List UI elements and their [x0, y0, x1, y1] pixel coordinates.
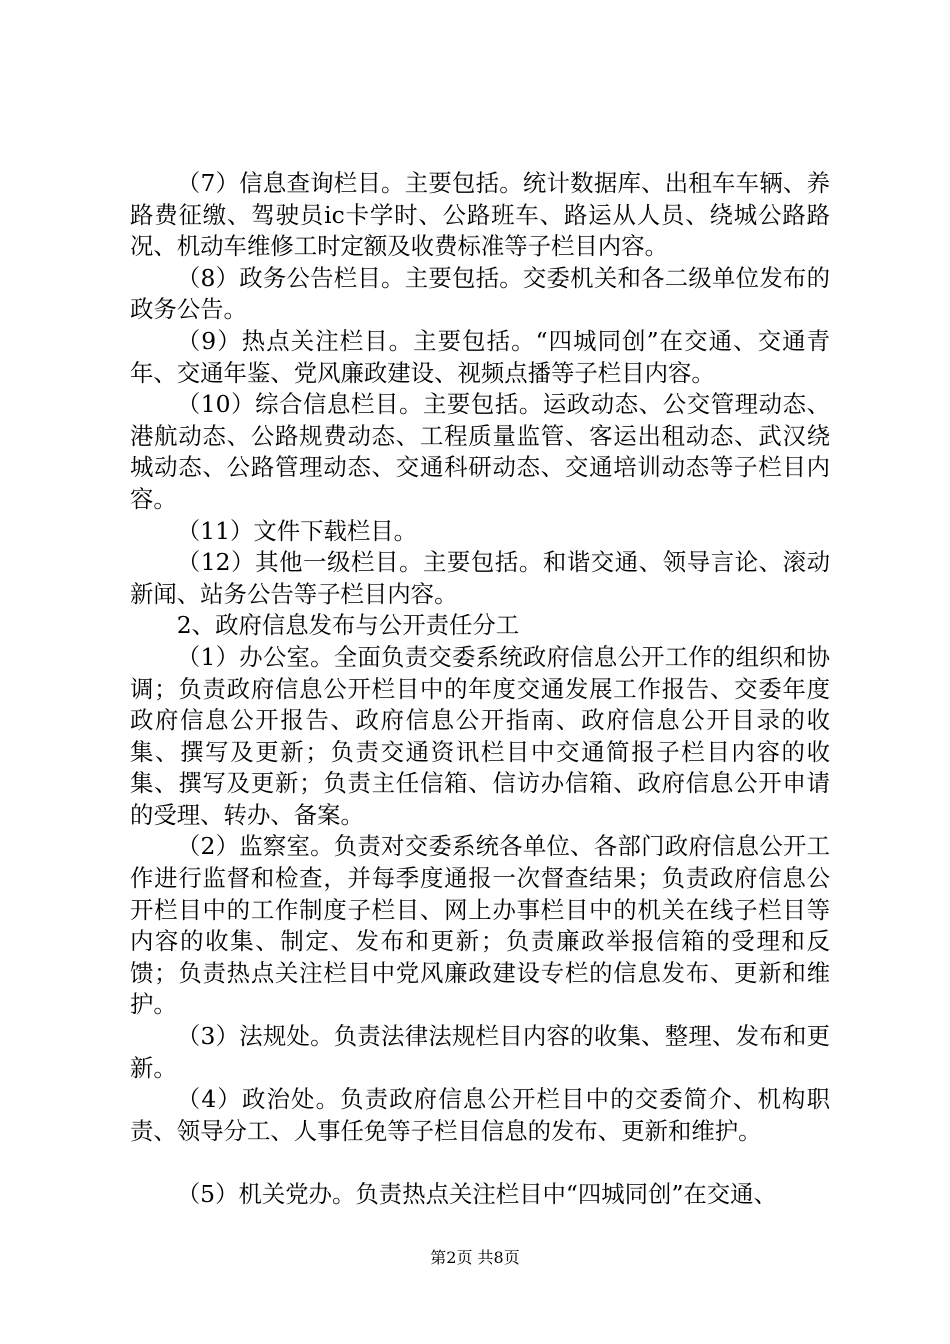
- paragraph-general-office: （1）办公室。全面负责交委系统政府信息公开工作的组织和协调；负责政府信息公开栏目中的年度交通发展工作报告、交委年度政府信息公开报告、政府信息公开指南、政府信息公开目录的收集、撰写及更新；负责交通资讯栏目中交通简报子栏目内容的收集、撰写及更新；负责主任信箱、信访办信箱、政府信息公开申请的受理、转办、备案。: [130, 642, 830, 829]
- page-number-footer: 第2页 共8页: [430, 1248, 520, 1267]
- paragraph-other-columns: （12）其他一级栏目。主要包括。和谐交通、领导言论、滚动新闻、站务公告等子栏目内容。: [130, 548, 830, 608]
- paragraph-political-affairs: （4）政治处。负责政府信息公开栏目中的交委简介、机构职责、领导分工、人事任免等子栏目信息的发布、更新和维护。: [130, 1085, 830, 1145]
- paragraph-info-query-column: （7）信息查询栏目。主要包括。统计数据库、出租车车辆、养路费征缴、驾驶员ic卡学时、公路班车、路运从人员、绕城公路路况、机动车维修工时定额及收费标准等子栏目内容。: [130, 169, 830, 261]
- paragraph-government-notice-column: （8）政务公告栏目。主要包括。交委机关和各二级单位发布的政务公告。: [130, 263, 830, 324]
- paragraph-legal-affairs: （3）法规处。负责法律法规栏目内容的收集、整理、发布和更新。: [130, 1022, 830, 1082]
- section-heading-responsibility: 2、政府信息发布与公开责任分工: [176, 611, 520, 640]
- paragraph-file-download-column: （11）文件下载栏目。: [176, 516, 418, 545]
- paragraph-supervision-office: （2）监察室。负责对交委系统各单位、各部门政府信息公开工作进行监督和检查，并每季度通报一次督查结果；负责政府信息公开栏目中的工作制度子栏目、网上办事栏目中的机关在线子栏目等内容的收集、制定、发布和更新；负责廉政举报信箱的受理和反馈；负责热点关注栏目中党风廉政建设专栏的信息发布、更新和维护。: [130, 832, 830, 1019]
- document-body: [130, 168, 830, 1211]
- paragraph-general-info-column: （10）综合信息栏目。主要包括。运政动态、公交管理动态、港航动态、公路规费动态、工程质量监管、客运出租动态、武汉绕城动态、公路管理动态、交通科研动态、交通培训动态等子栏目内容。: [130, 390, 830, 513]
- paragraph-hot-topics-column: （9）热点关注栏目。主要包括。“四城同创”在交通、交通青年、交通年鉴、党风廉政建设、视频点播等子栏目内容。: [130, 326, 830, 387]
- paragraph-party-office: （5）机关党办。负责热点关注栏目中“四城同创”在交通、: [176, 1180, 777, 1208]
